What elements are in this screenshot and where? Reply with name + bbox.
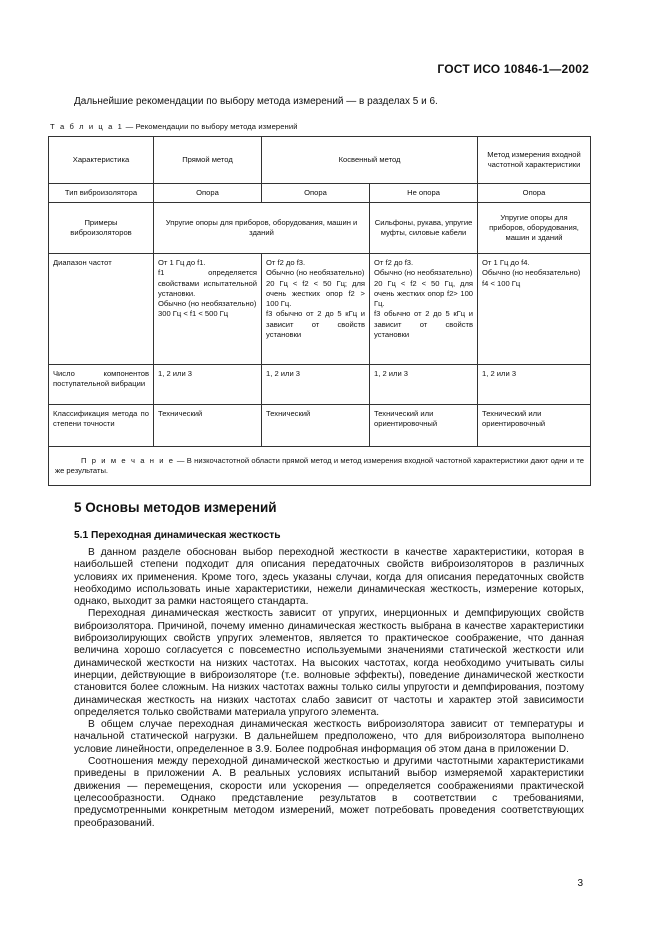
row-type-label: Тип виброизолятора — [49, 184, 154, 203]
row-examples-input: Упругие опоры для приборов, оборудования, машин и зданий — [478, 203, 591, 254]
header-input-method: Метод измерения входной частотной характеристики — [478, 137, 591, 184]
row-components-label: Число компонентов поступательной вибрации — [49, 365, 154, 405]
note-text: — В низкочастотной области прямой метод и метод измерения входной частотной характеристики дают одни и те же результаты. — [55, 455, 585, 475]
header-characteristic: Характеристика — [49, 137, 154, 184]
paragraph: Соотношения между переходной динамической жесткостью и другими частотными характеристиками приведены в приложении А. В реальных условиях испытаний выбор измеряемой характеристики движения — перемещения, скорости или ускорения — определяется соображениями практической целесообразности. Однако представление результатов в соответствии с требованиями, предусмотренными конкретным методом измерений, может потребовать проведения соответствующих преобразований. — [74, 756, 584, 829]
range-direct-line: f1 определяется свойствами испытательной установки. — [158, 268, 257, 298]
range-input-line: Обычно (но необязательно) — [482, 268, 581, 278]
table-note-row — [49, 447, 591, 486]
table-caption-text: — Рекомендации по выбору метода измерений — [123, 122, 298, 131]
row-class-direct: Технический — [154, 405, 262, 447]
subsection-heading: 5.1 Переходная динамическая жесткость — [74, 530, 281, 541]
range-indirect-a-line: f3 обычно от 2 до 5 кГц и зависит от свойств установки — [266, 309, 365, 340]
table-caption-label: Т а б л и ц а 1 — [50, 122, 124, 131]
range-indirect-b-line: Обычно (но необязательно) — [374, 268, 473, 278]
row-range-indirect-b — [370, 254, 478, 365]
row-type-indirect-a: Опора — [262, 184, 370, 203]
document-header: ГОСТ ИСО 10846-1—2002 — [437, 62, 589, 76]
table-row-examples — [49, 203, 591, 254]
table-row-components — [49, 365, 591, 405]
paragraph: Переходная динамическая жесткость зависит от упругих, инерционных и демпфирующих свойств виброизолятора. Причиной, почему именно динамическая жесткость выбрана в качестве характеристики виброизолирующих свойств упругих элементов, является то практическое соображение, что данная величина хорошо согласуется с повсеместно используемыми значениями статической жесткости или динамической жесткости на низких частотах. На высоких частотах, когда необходимо учитывать силы инерции, действующие в виброизоляторе (т.е. волновые эффекты), поведение динамической жесткости становится более сложным. На низких частотах важны только силы упругости и демпфирования, поэтому динамическая жесткость на низких частотах слабо зависит от частоты и характер этой зависимости определяется только свойствами материала упругого элемента. — [74, 608, 584, 718]
row-class-label: Классификация метода по степени точности — [49, 405, 154, 447]
table-row-frequency-range — [49, 254, 591, 365]
section-heading: 5 Основы методов измерений — [74, 500, 277, 515]
range-indirect-a-line: 20 Гц < f2 < 50 Гц; для очень жестких опор f2 > 100 Гц. — [266, 278, 365, 309]
intro-text: Дальнейшие рекомендации по выбору метода измерений — в разделах 5 и 6. — [74, 96, 438, 107]
range-indirect-b-line: 20 Гц < f2 < 50 Гц, для очень жестких опор f2> 100 Гц. — [374, 278, 474, 309]
paragraph: В данном разделе обоснован выбор переходной жесткости в качестве характеристики, которая в наибольшей степени подходит для описания передаточных свойств виброизоляторов в различных условиях их применения. Кроме того, здесь указаны случаи, когда для описания передаточных свойств необходимо использовать иные характеристики, нежели динамическая жесткость, измерение которых, однако, выходит за рамки настоящего стандарта. — [74, 547, 584, 608]
row-components-indirect-a: 1, 2 или 3 — [262, 365, 370, 405]
range-input-line: f4 < 100 Гц — [482, 278, 521, 288]
row-components-direct: 1, 2 или 3 — [154, 365, 262, 405]
range-direct-line: Обычно (но необязательно) — [158, 299, 257, 309]
row-examples-direct-indirect: Упругие опоры для приборов, оборудования, машин и зданий — [154, 203, 370, 254]
range-direct-line: 300 Гц < f1 < 500 Гц — [158, 309, 229, 319]
page-number: 3 — [577, 878, 583, 889]
range-input-line: От 1 Гц до f4. — [482, 258, 530, 267]
row-examples-label: Примеры виброизоляторов — [49, 203, 154, 254]
header-indirect-method: Косвенный метод — [262, 137, 478, 184]
row-class-indirect-b: Технический или ориентировочный — [370, 405, 478, 447]
row-range-label: Диапазон частот — [49, 254, 154, 365]
recommendations-table — [48, 136, 591, 486]
section-body — [74, 547, 584, 830]
row-examples-indirect-b: Сильфоны, рукава, упругие муфты, силовые кабели — [370, 203, 478, 254]
table-note — [49, 447, 591, 486]
table-header-row — [49, 137, 591, 184]
table-row-type — [49, 184, 591, 203]
range-indirect-a-line: Обычно (но необязательно) — [266, 268, 365, 278]
range-indirect-b-line: f3 обычно от 2 до 5 кГц и зависит от свойств установки — [374, 309, 474, 340]
row-range-direct — [154, 254, 262, 365]
row-class-input: Технический или ориентировочный — [478, 405, 591, 447]
row-components-indirect-b: 1, 2 или 3 — [370, 365, 478, 405]
note-label: П р и м е ч а н и е — [81, 455, 175, 465]
range-direct-line: От 1 Гц до f1. — [158, 258, 206, 267]
range-indirect-a-line: От f2 до f3. — [266, 258, 306, 267]
range-indirect-b-line: От f2 до f3. — [374, 258, 414, 267]
table-caption — [50, 122, 298, 131]
row-type-direct: Опора — [154, 184, 262, 203]
row-class-indirect-a: Технический — [262, 405, 370, 447]
header-direct-method: Прямой метод — [154, 137, 262, 184]
table-row-classification — [49, 405, 591, 447]
row-range-input — [478, 254, 591, 365]
row-range-indirect-a — [262, 254, 370, 365]
row-type-input: Опора — [478, 184, 591, 203]
row-type-indirect-b: Не опора — [370, 184, 478, 203]
paragraph: В общем случае переходная динамическая жесткость виброизолятора зависит от температуры и начальной статической нагрузки. В дальнейшем предположено, что для виброизолятора выполнено условие линейности, определенное в 3.9. Более подробная информация об этом дана в приложении D. — [74, 719, 584, 755]
row-components-input: 1, 2 или 3 — [478, 365, 591, 405]
